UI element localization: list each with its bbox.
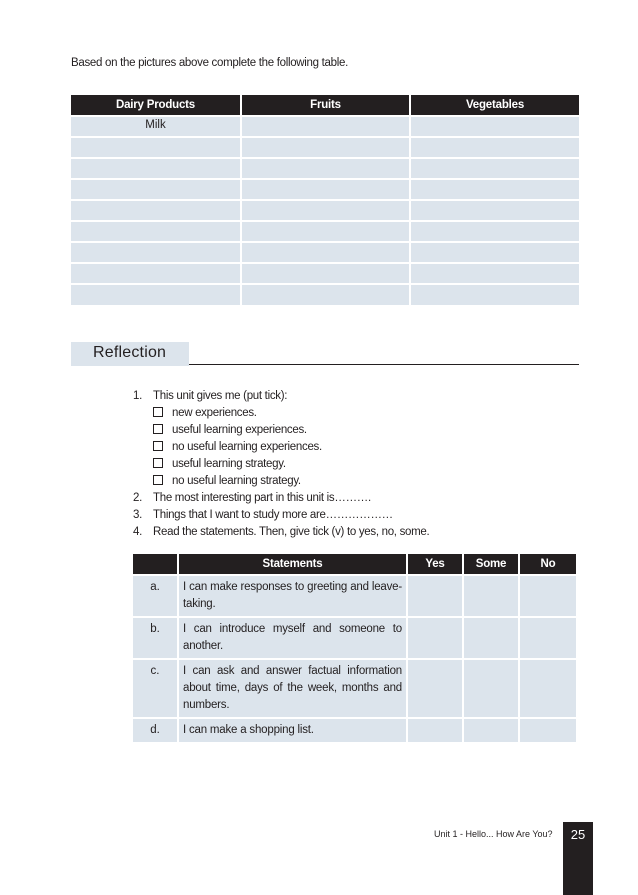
- option-new-experiences: [133, 405, 429, 422]
- table-row: [71, 200, 579, 221]
- table-row: [133, 718, 576, 742]
- cell-some[interactable]: [463, 617, 519, 659]
- cell-dairy[interactable]: [71, 221, 241, 242]
- list-item: [133, 388, 429, 405]
- cell-yes[interactable]: [407, 575, 463, 617]
- cell-dairy[interactable]: [71, 242, 241, 263]
- header-letter: [133, 554, 178, 575]
- item-text: The most interesting part in this unit is……….: [153, 492, 371, 504]
- reflection-list: [133, 388, 429, 541]
- statement-text: I can make responses to greeting and leave-taking.: [178, 575, 407, 617]
- header-fruits: Fruits: [241, 95, 410, 116]
- option-label: no useful learning strategy.: [172, 475, 301, 487]
- page-number: 25: [563, 822, 593, 895]
- cell-some[interactable]: [463, 659, 519, 718]
- cell-vegetables[interactable]: [410, 179, 579, 200]
- cell-no[interactable]: [519, 575, 576, 617]
- checkbox[interactable]: [153, 441, 163, 451]
- table-row: [133, 659, 576, 718]
- table-row: [71, 263, 579, 284]
- option-useful-learning-experiences: [133, 422, 429, 439]
- cell-some[interactable]: [463, 718, 519, 742]
- option-no-useful-learning-experiences: [133, 439, 429, 456]
- cell-vegetables[interactable]: [410, 116, 579, 137]
- cell-dairy[interactable]: [71, 179, 241, 200]
- cell-vegetables[interactable]: [410, 200, 579, 221]
- cell-vegetables[interactable]: [410, 137, 579, 158]
- cell-dairy[interactable]: Milk: [71, 116, 241, 137]
- item-number: 1.: [133, 390, 142, 402]
- cell-vegetables[interactable]: [410, 221, 579, 242]
- header-no: No: [519, 554, 576, 575]
- header-some: Some: [463, 554, 519, 575]
- item-number: 3.: [133, 509, 142, 521]
- cell-dairy[interactable]: [71, 200, 241, 221]
- row-letter: b.: [133, 617, 178, 659]
- cell-fruits[interactable]: [241, 221, 410, 242]
- cell-fruits[interactable]: [241, 179, 410, 200]
- cell-fruits[interactable]: [241, 242, 410, 263]
- header-statements: Statements: [178, 554, 407, 575]
- cell-fruits[interactable]: [241, 284, 410, 305]
- header-vegetables: Vegetables: [410, 95, 579, 116]
- cell-fruits[interactable]: [241, 137, 410, 158]
- option-no-useful-learning-strategy: [133, 473, 429, 490]
- table-row: [71, 116, 579, 137]
- table-row: [133, 617, 576, 659]
- list-item: [133, 490, 429, 507]
- cell-yes[interactable]: [407, 718, 463, 742]
- row-letter: c.: [133, 659, 178, 718]
- header-dairy-products: Dairy Products: [71, 95, 241, 116]
- statement-text: I can make a shopping list.: [178, 718, 407, 742]
- cell-some[interactable]: [463, 575, 519, 617]
- option-label: new experiences.: [172, 407, 257, 419]
- item-text: Read the statements. Then, give tick (v) to yes, no, some.: [153, 526, 430, 538]
- row-letter: d.: [133, 718, 178, 742]
- cell-dairy[interactable]: [71, 137, 241, 158]
- cell-fruits[interactable]: [241, 158, 410, 179]
- item-number: 4.: [133, 526, 142, 538]
- footer-unit-title: Unit 1 - Hello... How Are You?: [434, 829, 553, 839]
- reflection-rule: [189, 364, 579, 365]
- statement-text: I can ask and answer factual information about time, days of the week, months and numbers.: [178, 659, 407, 718]
- reflection-heading: [71, 342, 579, 368]
- cell-fruits[interactable]: [241, 263, 410, 284]
- option-label: useful learning strategy.: [172, 458, 286, 470]
- option-useful-learning-strategy: [133, 456, 429, 473]
- item-number: 2.: [133, 492, 142, 504]
- cell-vegetables[interactable]: [410, 284, 579, 305]
- list-item: [133, 524, 429, 541]
- list-item: [133, 507, 429, 524]
- cell-vegetables[interactable]: [410, 158, 579, 179]
- checkbox[interactable]: [153, 407, 163, 417]
- cell-fruits[interactable]: [241, 116, 410, 137]
- option-label: useful learning experiences.: [172, 424, 307, 436]
- checkbox[interactable]: [153, 475, 163, 485]
- cell-dairy[interactable]: [71, 284, 241, 305]
- food-classification-table: [71, 95, 579, 305]
- table-row: [71, 179, 579, 200]
- item-text: Things that I want to study more are………………: [153, 509, 393, 521]
- reflection-title: Reflection: [93, 344, 167, 361]
- checkbox[interactable]: [153, 424, 163, 434]
- table-row: [71, 137, 579, 158]
- cell-no[interactable]: [519, 718, 576, 742]
- cell-vegetables[interactable]: [410, 242, 579, 263]
- table-row: [71, 221, 579, 242]
- header-yes: Yes: [407, 554, 463, 575]
- cell-no[interactable]: [519, 617, 576, 659]
- cell-yes[interactable]: [407, 617, 463, 659]
- cell-no[interactable]: [519, 659, 576, 718]
- table-row: [133, 575, 576, 617]
- checkbox[interactable]: [153, 458, 163, 468]
- option-label: no useful learning experiences.: [172, 441, 322, 453]
- cell-vegetables[interactable]: [410, 263, 579, 284]
- table-row: [71, 158, 579, 179]
- cell-dairy[interactable]: [71, 263, 241, 284]
- cell-yes[interactable]: [407, 659, 463, 718]
- instruction-text: Based on the pictures above complete the following table.: [71, 57, 348, 69]
- row-letter: a.: [133, 575, 178, 617]
- item-text: This unit gives me (put tick):: [153, 390, 288, 402]
- table-row: [71, 242, 579, 263]
- table-row: [71, 284, 579, 305]
- cell-fruits[interactable]: [241, 200, 410, 221]
- cell-dairy[interactable]: [71, 158, 241, 179]
- statements-table: [133, 554, 576, 742]
- statement-text: I can introduce myself and someone to another.: [178, 617, 407, 659]
